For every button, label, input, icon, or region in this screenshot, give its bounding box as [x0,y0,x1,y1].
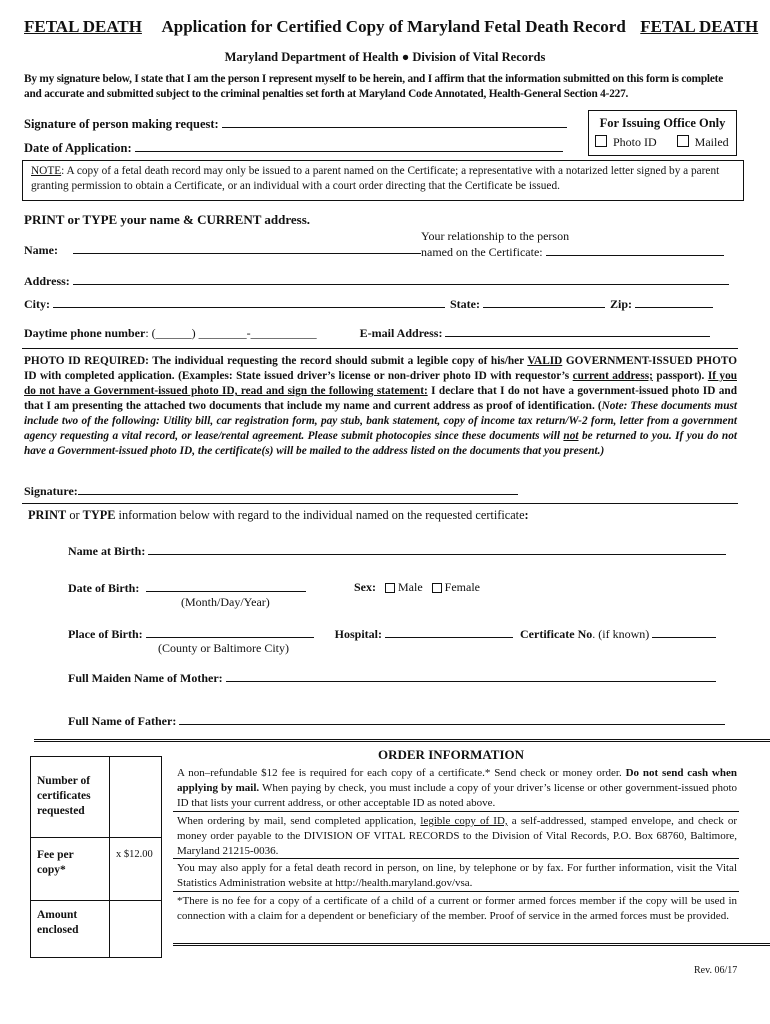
order-mail-text: When ordering by mail, send completed application, [177,815,421,827]
order-count-input[interactable] [109,757,162,837]
header-right-label: FETAL DEATH [640,17,759,36]
zip-label: Zip: [610,297,633,311]
order-mail-text-2: a self-addressed, stamped envelope, and check or money order payable to the DIVISION OF VITAL RECORDS to the Division of Vital Records, P.O. Box 68760, Baltimore, Maryland 21215-0036. [177,815,737,857]
place-of-birth-label: Place of Birth [68,627,139,641]
phone-label: Daytime phone number [24,326,146,340]
mailed-label: Mailed [694,135,729,149]
department-line [0,50,770,65]
email-label: E-mail Address [359,326,439,340]
mother-name-label: Full Maiden Name of Mother [68,671,219,685]
application-date-field[interactable] [24,140,563,156]
amount-enclosed-input[interactable] [109,901,162,957]
order-row-label: Amount enclosed [37,909,79,936]
photo-id-if-not: If you do not have a Government-issued photo ID, read and sign the following statement: [24,370,737,397]
certificate-number-label: Certificate No [520,627,593,641]
city-field[interactable]: City: [24,297,445,311]
order-fee-text: A non–refundable $12 fee is required for each copy of a certificate.* Send check or money order. [177,767,626,779]
note-box [22,160,744,201]
requester-signature-field[interactable] [24,116,567,132]
order-table-row [31,838,161,901]
order-row-label: Fee per copy* [37,849,74,876]
relationship-label [421,229,724,260]
photo-id-declaration: I declare that I do not have a government-issued photo ID and that I am presenting the attached two documents that include my name and current address as proof of identification. ( [24,385,737,412]
issuing-office-title: For Issuing Office Only [599,116,726,130]
certificate-number-hint: . (if known) [592,627,650,641]
declaration-signature-field[interactable] [24,483,518,499]
subject-intro-print: PRINT [28,508,67,522]
relationship-line1: Your relationship to the person [421,229,570,243]
revision-label: Rev. 06/17 [694,965,738,976]
order-legible-id: legible copy of ID, [420,815,508,827]
order-table-row [31,757,161,838]
mother-name-field[interactable]: Full Maiden Name of Mother: [68,670,716,686]
application-date-label: Date of Application: [24,141,132,155]
photo-id-checkbox[interactable] [595,135,607,147]
certificate-number-field[interactable] [520,627,716,641]
email-field[interactable]: E-mail Address: [360,326,711,340]
order-paragraph-mail [177,814,737,859]
requester-heading: PRINT or TYPE your name & CURRENT address. [24,212,311,227]
father-name-field[interactable]: Full Name of Father: [68,713,725,729]
place-of-birth-field[interactable]: Place of Birth: [68,627,314,641]
requester-name-label: Name: [24,243,58,257]
date-of-birth-field[interactable] [68,580,306,596]
order-divider [173,811,739,812]
male-label: Male [398,580,423,594]
relationship-field[interactable] [421,244,724,260]
photo-id-note-2: be returned to you. If you do not have a Government-issued photo ID, the certificate(s) will be mailed to the address listed on the documents that you present.) [24,430,737,457]
order-paragraph-fees [177,766,737,811]
phone-format: : (______) ________-___________ [145,326,317,340]
phone-field[interactable] [24,326,317,340]
zip-field[interactable] [610,297,713,311]
order-paragraph-military: *There is no fee for a copy of a certificate of a child of a current or former armed forces member if the copy will be used in connection with a claim for a dependent or beneficiary of the member. Proof of service in the armed forces must be provided. [177,895,737,922]
hospital-label: Hospital [334,627,378,641]
photo-id-not: not [563,430,579,442]
subject-intro-type: TYPE [82,508,116,522]
order-check-text: When paying by check, you must include a copy of your driver’s license or other government-issued photo ID that lists your current address, or other acceptable ID as noted above. [177,782,737,809]
note-text: : A copy of a fetal death record may only be issued to a parent named on the Certificate; a representative with a notarized letter signed by a parent granting permission to obtain a Certificate, or an individual with a court order directing that the Certificate be issued. [31,165,720,192]
issuing-office-options [595,135,736,150]
order-divider [173,858,739,859]
division-name: Division of Vital Records [412,50,546,64]
mailed-checkbox[interactable] [677,135,689,147]
requester-signature-label: Signature of person making request: [24,117,219,131]
order-no-cash: Do not send cash when applying by mail. [177,767,737,794]
order-table [30,756,162,958]
hospital-field[interactable]: Hospital: [335,627,513,641]
order-divider [173,891,739,892]
declaration-signature-label: Signature: [24,484,78,498]
department-name: Maryland Department of Health [224,50,399,64]
phone-email-row [24,325,710,341]
photo-id-divider [22,348,738,349]
date-of-birth-hint: (Month/Day/Year) [181,595,270,609]
order-paragraph-other: You may also apply for a fetal death record in person, on line, by telephone or by fax. For further information, visit the Vital Statistics Administration website at http://health.maryland.gov/vsa. [177,862,737,889]
order-row-label: Number of certificates requested [37,775,91,817]
form-title-row [24,17,759,37]
photo-id-text: PHOTO ID REQUIRED: The individual requesting the record should submit a legible copy of his/her [24,355,528,367]
requester-address-field[interactable]: Address: [24,273,729,289]
requester-city-row [24,296,713,312]
order-bottom-rule [173,943,770,946]
female-checkbox[interactable] [432,583,442,593]
photo-id-text-3: passport). [652,370,708,382]
relationship-line2: named on the Certificate: [421,245,543,259]
city-label: City [24,297,46,311]
sex-label: Sex [354,580,372,594]
male-checkbox[interactable] [385,583,395,593]
subject-intro [28,508,529,523]
place-of-birth-hint: (County or Baltimore City) [158,641,289,655]
requester-name-field[interactable] [24,242,421,258]
photo-id-current-address: current address; [572,370,653,382]
order-top-rule [34,739,770,742]
form-title: Application for Certified Copy of Maryland Fetal Death Record [161,17,626,36]
subject-intro-colon: : [524,508,529,522]
state-label: State [450,297,476,311]
note-label: NOTE [31,165,62,177]
father-name-label: Full Name of Father [68,714,173,728]
sex-field: Sex: Male Female [354,580,480,594]
issuing-office-box [588,110,737,156]
subject-intro-or: or [66,508,83,522]
photo-id-valid: VALID [527,355,563,367]
address-label: Address [24,274,66,288]
order-title: ORDER INFORMATION [378,747,525,762]
subject-divider [22,503,738,504]
attestation-text: By my signature below, I state that I am the person I represent myself to be herein, and I affirm that the information submitted on this form is complete and accurate and submitted subject to the criminal penalties set forth at Maryland Code Annotated, Health-General Section 4-227. [24,73,724,100]
photo-id-statement [24,354,737,459]
name-at-birth-label: Name at Birth: [68,544,146,558]
female-label: Female [444,580,480,594]
header-left-label: FETAL DEATH [24,17,142,36]
state-field[interactable]: State: [450,297,605,311]
subject-intro-text: information below with regard to the individual named on the requested certificate [115,508,525,522]
photo-id-text-2: GOVERNMENT-ISSUED PHOTO ID with completed application. (Examples: State issued driver’s license or non-driver photo ID with requestor’s [24,355,737,382]
order-fee-value: x $12.00 [116,849,153,860]
photo-id-note: Note: These documents must include two of the following: Utility bill, car registration form, pay stub, bank statement, copy of income tax return/W-2 form, letter from a government agency requesting a vital record, or lease/rental agreement. Please submit photocopies since these documents will [24,400,738,442]
date-of-birth-label: Date of Birth: [68,581,140,595]
order-table-row [31,901,161,957]
bullet-icon: ● [401,50,410,64]
place-of-birth-row [68,626,716,642]
order-fee-cell [109,838,162,900]
name-at-birth-field[interactable] [68,543,726,559]
photo-id-label: Photo ID [613,135,657,149]
